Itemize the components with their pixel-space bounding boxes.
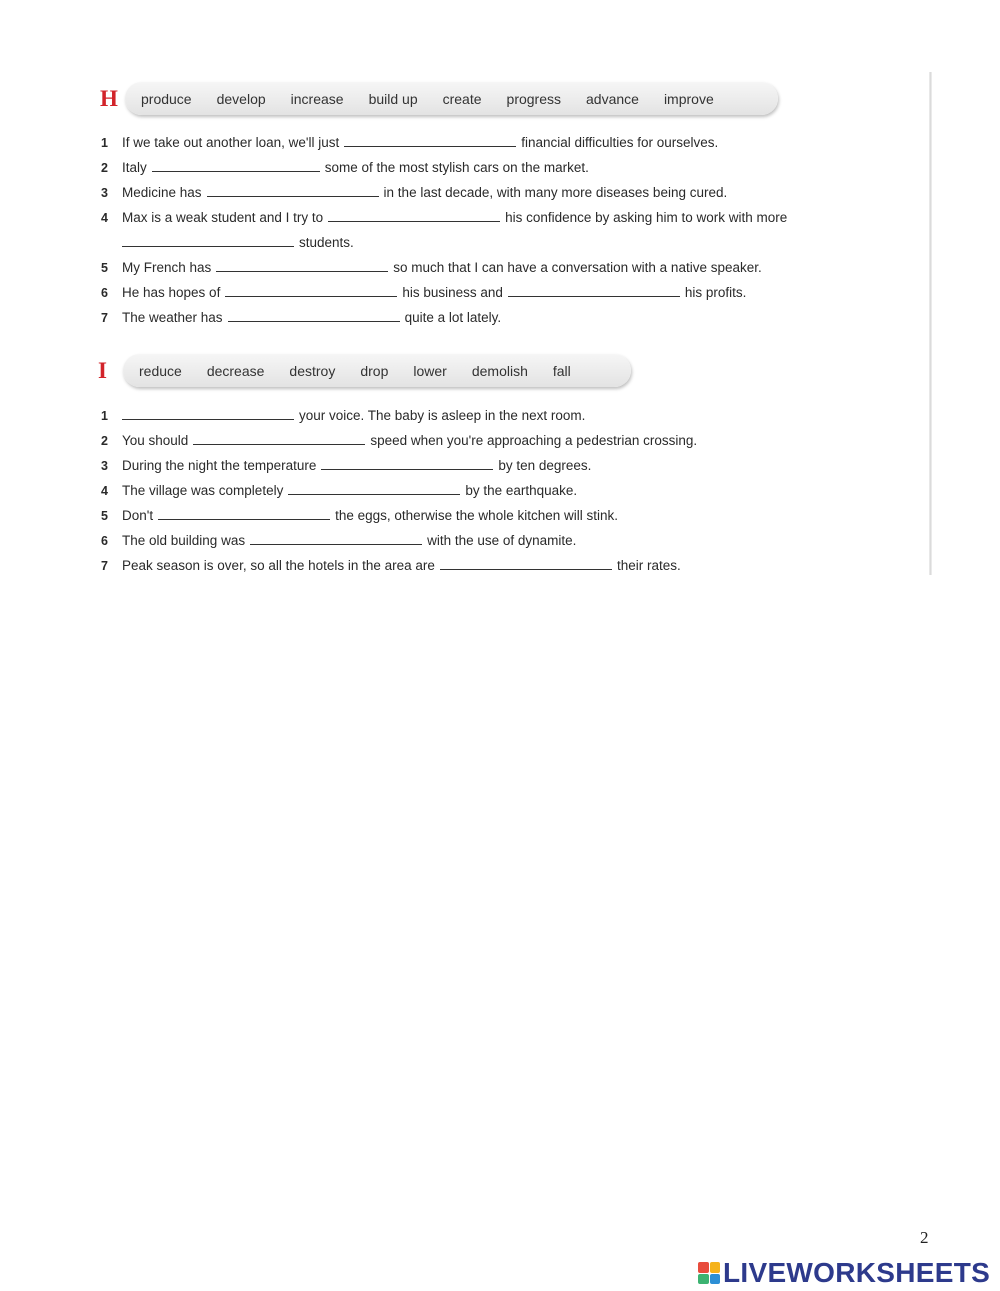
item-text: You should <box>122 433 189 448</box>
answer-blank[interactable] <box>122 407 294 420</box>
word-bank-item: destroy <box>289 362 336 379</box>
answer-blank[interactable] <box>508 284 680 297</box>
item-number: 2 <box>101 434 108 448</box>
item-number: 1 <box>101 409 108 423</box>
exercise-item-h7 <box>95 309 501 325</box>
item-text: their rates. <box>616 558 681 573</box>
item-text: Medicine has <box>122 185 202 200</box>
exercise-section-i <box>95 352 875 582</box>
exercise-item-i1 <box>95 407 585 423</box>
page-number: 2 <box>920 1228 929 1247</box>
item-text: speed when you're approaching a pedestrian crossing. <box>370 433 698 448</box>
exercise-item-i7 <box>95 557 681 573</box>
answer-blank[interactable] <box>193 432 365 445</box>
item-text: so much that I can have a conversation with a native speaker. <box>393 260 762 275</box>
word-bank-i <box>123 354 631 387</box>
exercise-item-h4-continued <box>122 234 354 250</box>
section-letter-i: I <box>98 358 107 383</box>
item-number: 4 <box>101 484 108 498</box>
item-text: During the night the temperature <box>122 458 317 473</box>
item-text: his business and <box>402 285 503 300</box>
answer-blank[interactable] <box>228 309 400 322</box>
item-number: 3 <box>101 459 108 473</box>
item-text: Don't <box>122 508 154 523</box>
answer-blank[interactable] <box>321 457 493 470</box>
item-number: 7 <box>101 311 108 325</box>
item-text: the eggs, otherwise the whole kitchen will stink. <box>335 508 618 523</box>
item-text: He has hopes of <box>122 285 221 300</box>
item-text: The weather has <box>122 310 223 325</box>
exercise-section-h <box>95 78 875 338</box>
word-bank-item: decrease <box>206 362 265 379</box>
answer-blank[interactable] <box>440 557 612 570</box>
item-text: My French has <box>122 260 212 275</box>
item-text: your voice. The baby is asleep in the next room. <box>299 408 586 423</box>
item-number: 1 <box>101 136 108 150</box>
item-text: Italy <box>122 160 147 175</box>
item-number: 6 <box>101 286 108 300</box>
exercise-item-i3 <box>95 457 591 473</box>
item-text: financial difficulties for ourselves. <box>521 135 719 150</box>
word-bank-item: progress <box>506 90 561 107</box>
item-text: quite a lot lately. <box>404 310 502 325</box>
word-bank-item: improve <box>663 90 714 107</box>
liveworksheets-logo[interactable] <box>698 1257 990 1289</box>
exercise-item-h6 <box>95 284 746 300</box>
item-number: 3 <box>101 186 108 200</box>
item-text: with the use of dynamite. <box>427 533 577 548</box>
word-bank-h <box>125 82 778 115</box>
answer-blank[interactable] <box>344 134 516 147</box>
item-number: 5 <box>101 509 108 523</box>
answer-blank[interactable] <box>288 482 460 495</box>
item-number: 7 <box>101 559 108 573</box>
word-bank-item: increase <box>290 90 344 107</box>
answer-blank[interactable] <box>250 532 422 545</box>
word-bank-item: develop <box>216 90 266 107</box>
word-bank-item: build up <box>368 90 418 107</box>
logo-square <box>710 1274 721 1285</box>
exercise-item-h1 <box>95 134 718 150</box>
answer-blank[interactable] <box>225 284 397 297</box>
answer-blank[interactable] <box>216 259 388 272</box>
word-bank-item: demolish <box>471 362 528 379</box>
exercise-item-h2 <box>95 159 589 175</box>
logo-text: LIVEWORKSHEETS <box>723 1257 991 1288</box>
section-letter-h: H <box>100 86 118 111</box>
answer-blank[interactable] <box>207 184 379 197</box>
item-text: his profits. <box>684 285 747 300</box>
item-text: in the last decade, with many more diseases being cured. <box>383 185 728 200</box>
answer-blank[interactable] <box>152 159 320 172</box>
word-bank-item: create <box>442 90 482 107</box>
exercise-item-h3 <box>95 184 727 200</box>
exercise-item-i6 <box>95 532 576 548</box>
item-number: 5 <box>101 261 108 275</box>
exercise-item-h4 <box>95 209 787 225</box>
item-text: students. <box>299 235 354 250</box>
exercise-item-i5 <box>95 507 618 523</box>
answer-blank[interactable] <box>158 507 330 520</box>
item-text: by the earthquake. <box>465 483 578 498</box>
logo-square <box>698 1274 709 1285</box>
logo-square <box>710 1262 721 1273</box>
item-text: The village was completely <box>122 483 284 498</box>
word-bank-item: reduce <box>139 362 182 379</box>
item-text: Max is a weak student and I try to <box>122 210 324 225</box>
item-text: by ten degrees. <box>498 458 592 473</box>
item-text: some of the most stylish cars on the market. <box>324 160 589 175</box>
item-number: 6 <box>101 534 108 548</box>
exercise-item-i4 <box>95 482 577 498</box>
logo-square <box>698 1262 709 1273</box>
item-number: 4 <box>101 211 108 225</box>
exercise-item-i2 <box>95 432 697 448</box>
item-text: his confidence by asking him to work with more <box>505 210 788 225</box>
word-bank-item: advance <box>586 90 639 107</box>
exercise-item-h5 <box>95 259 762 275</box>
scan-edge <box>929 72 932 575</box>
item-number: 2 <box>101 161 108 175</box>
item-text: Peak season is over, so all the hotels in the area are <box>122 558 435 573</box>
word-bank-item: produce <box>141 90 192 107</box>
word-bank-item: drop <box>360 362 389 379</box>
word-bank-item: fall <box>552 362 571 379</box>
answer-blank[interactable] <box>328 209 500 222</box>
logo-icon <box>698 1262 720 1284</box>
item-text: The old building was <box>122 533 246 548</box>
item-text: If we take out another loan, we'll just <box>122 135 340 150</box>
word-bank-item: lower <box>413 362 447 379</box>
answer-blank[interactable] <box>122 234 294 247</box>
